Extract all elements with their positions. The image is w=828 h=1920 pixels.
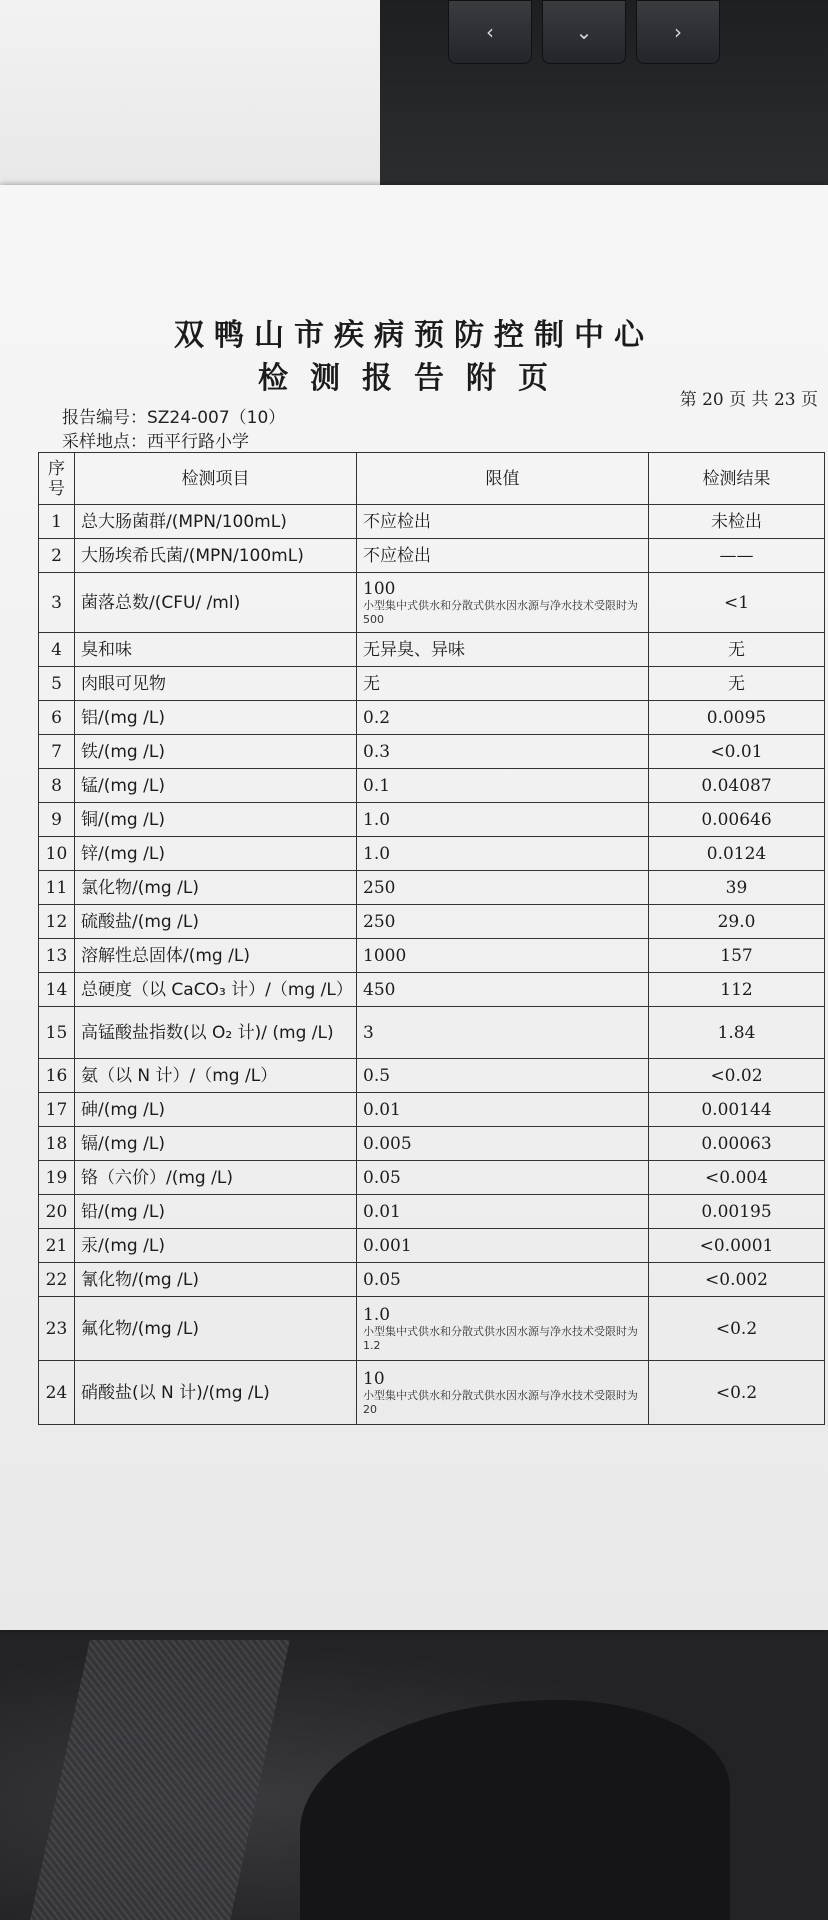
cell-item xyxy=(75,1093,357,1127)
cell-no xyxy=(39,1297,75,1361)
cell-limit-text: 0.2 xyxy=(363,707,391,728)
table-row xyxy=(39,1195,825,1229)
cell-limit xyxy=(357,573,649,633)
table-row xyxy=(39,633,825,667)
cell-limit xyxy=(357,1007,649,1059)
cell-no xyxy=(39,735,75,769)
cell-result-text: <0.2 xyxy=(715,1382,758,1403)
cell-item xyxy=(75,573,357,633)
cell-no xyxy=(39,633,75,667)
cell-limit xyxy=(357,505,649,539)
cell-limit-text: 250 xyxy=(363,877,396,898)
cell-limit-text: 3 xyxy=(363,1022,374,1043)
cell-result xyxy=(649,973,825,1007)
cell-result-text: 0.0095 xyxy=(706,707,767,728)
cell-limit xyxy=(357,701,649,735)
cell-result-text: <0.2 xyxy=(715,1318,758,1339)
cell-result xyxy=(649,735,825,769)
table-row xyxy=(39,973,825,1007)
table-row xyxy=(39,1093,825,1127)
cell-limit-note: 小型集中式供水和分散式供水因水源与净水技术受限时为1.2 xyxy=(363,1324,638,1352)
report-sheet xyxy=(0,185,828,1630)
cell-item xyxy=(75,1361,357,1425)
cell-result xyxy=(649,505,825,539)
cell-result xyxy=(649,1195,825,1229)
cell-limit xyxy=(357,1195,649,1229)
cell-no xyxy=(39,905,75,939)
cell-no-text: 20 xyxy=(45,1201,68,1222)
cell-item-text: 铅/(mg /L) xyxy=(81,1201,165,1222)
cell-item-text: 铜/(mg /L) xyxy=(81,809,165,830)
cell-item xyxy=(75,905,357,939)
table-row xyxy=(39,905,825,939)
cell-result xyxy=(649,1093,825,1127)
cell-limit-text: 10 xyxy=(363,1368,385,1389)
cell-item-text: 锰/(mg /L) xyxy=(81,775,165,796)
cell-no-text: 22 xyxy=(45,1269,68,1290)
cell-result xyxy=(649,1263,825,1297)
cell-item-text: 铁/(mg /L) xyxy=(81,741,165,762)
cell-result xyxy=(649,1127,825,1161)
cell-limit-text: 0.1 xyxy=(363,775,391,796)
cell-item xyxy=(75,769,357,803)
cell-result-text: <0.01 xyxy=(710,741,763,762)
cell-result-text: <0.0001 xyxy=(699,1235,774,1256)
cell-result-text: —— xyxy=(719,545,754,566)
cell-item xyxy=(75,667,357,701)
cell-item xyxy=(75,735,357,769)
cell-result-text: 157 xyxy=(720,945,753,966)
cell-no-text: 17 xyxy=(45,1099,68,1120)
cell-item xyxy=(75,803,357,837)
cell-item-text: 大肠埃希氏菌/(MPN/100mL) xyxy=(81,545,304,566)
sampling-location: 采样地点：西平行路小学 xyxy=(62,432,249,452)
cell-no-text: 24 xyxy=(45,1382,68,1403)
report-title: 检测报告附页 xyxy=(258,361,570,396)
cell-item-text: 铬（六价）/(mg /L) xyxy=(81,1167,233,1188)
cell-item-text: 硝酸盐(以 N 计)/(mg /L) xyxy=(81,1382,270,1403)
cell-no xyxy=(39,769,75,803)
cell-limit xyxy=(357,1229,649,1263)
cell-no xyxy=(39,1361,75,1425)
table-row xyxy=(39,667,825,701)
table-row xyxy=(39,871,825,905)
cell-result xyxy=(649,1007,825,1059)
cell-limit-text: 0.05 xyxy=(363,1269,401,1290)
table-row xyxy=(39,1059,825,1093)
cell-result-text: 0.00063 xyxy=(701,1133,772,1154)
cell-no-text: 2 xyxy=(51,545,62,566)
cell-no xyxy=(39,1093,75,1127)
cell-item-text: 锌/(mg /L) xyxy=(81,843,165,864)
cell-item xyxy=(75,939,357,973)
cell-limit xyxy=(357,1361,649,1425)
cell-result xyxy=(649,667,825,701)
cell-no-text: 18 xyxy=(45,1133,68,1154)
table-row xyxy=(39,939,825,973)
cell-no-text: 14 xyxy=(45,979,68,1000)
cell-item-text: 铝/(mg /L) xyxy=(81,707,165,728)
cell-result-text: 0.00144 xyxy=(701,1099,772,1120)
results-table xyxy=(38,452,825,1425)
table-row xyxy=(39,1229,825,1263)
cell-item-text: 硫酸盐/(mg /L) xyxy=(81,911,199,932)
cell-limit-text: 1000 xyxy=(363,945,407,966)
cell-no xyxy=(39,573,75,633)
cell-no-text: 3 xyxy=(51,592,62,613)
cell-no xyxy=(39,871,75,905)
table-row xyxy=(39,735,825,769)
cell-result-text: 未检出 xyxy=(711,511,762,532)
table-row xyxy=(39,803,825,837)
cell-no xyxy=(39,1195,75,1229)
cell-limit-text: 1.0 xyxy=(363,1304,391,1325)
cell-no-text: 1 xyxy=(51,511,62,532)
cell-no-text: 8 xyxy=(51,775,62,796)
cell-no xyxy=(39,973,75,1007)
cell-no-text: 7 xyxy=(51,741,62,762)
cell-limit xyxy=(357,735,649,769)
cell-limit-note: 小型集中式供水和分散式供水因水源与净水技术受限时为500 xyxy=(363,598,638,626)
cell-result-text: 29.0 xyxy=(717,911,756,932)
cell-no xyxy=(39,837,75,871)
cell-limit xyxy=(357,1263,649,1297)
cell-no xyxy=(39,1127,75,1161)
cell-limit xyxy=(357,973,649,1007)
cell-item-text: 氟化物/(mg /L) xyxy=(81,1318,199,1339)
cell-item-text: 臭和味 xyxy=(81,639,132,660)
cell-no-text: 4 xyxy=(51,639,62,660)
cell-limit xyxy=(357,837,649,871)
cell-item-text: 砷/(mg /L) xyxy=(81,1099,165,1120)
table-row xyxy=(39,1361,825,1425)
cell-limit-text: 不应检出 xyxy=(363,545,431,566)
cell-result-text: 1.84 xyxy=(717,1022,756,1043)
header-limit: 限值 xyxy=(357,453,649,505)
chevron-left-icon: ‹ xyxy=(486,20,494,44)
cell-item xyxy=(75,505,357,539)
cell-result-text: 39 xyxy=(725,877,748,898)
cell-result-text: <0.02 xyxy=(710,1065,763,1086)
cell-result xyxy=(649,871,825,905)
table-row xyxy=(39,1297,825,1361)
cell-limit-text: 450 xyxy=(363,979,396,1000)
chevron-down-icon: ⌄ xyxy=(575,20,593,44)
cell-no-text: 15 xyxy=(45,1022,68,1043)
cell-limit xyxy=(357,667,649,701)
cell-limit xyxy=(357,1297,649,1361)
cell-item-text: 肉眼可见物 xyxy=(81,673,166,694)
cell-limit-text: 0.001 xyxy=(363,1235,412,1256)
key-left-arrow xyxy=(448,0,532,64)
cell-result xyxy=(649,803,825,837)
cell-no-text: 21 xyxy=(45,1235,68,1256)
cell-no-text: 10 xyxy=(45,843,68,864)
cell-item-text: 菌落总数/(CFU/ /ml) xyxy=(81,592,241,613)
cell-result-text: <0.004 xyxy=(705,1167,768,1188)
cell-no xyxy=(39,939,75,973)
cell-limit xyxy=(357,1093,649,1127)
cell-result xyxy=(649,633,825,667)
cell-item xyxy=(75,1127,357,1161)
cell-no xyxy=(39,1161,75,1195)
cell-no-text: 16 xyxy=(45,1065,68,1086)
cell-no xyxy=(39,803,75,837)
cell-item-text: 氨（以 N 计）/（mg /L） xyxy=(81,1065,278,1086)
cell-result xyxy=(649,573,825,633)
table-header-row xyxy=(39,453,825,505)
cell-item xyxy=(75,1161,357,1195)
cell-result-text: 0.0124 xyxy=(706,843,767,864)
cell-limit-text: 无异臭、异味 xyxy=(363,639,465,660)
cell-result-text: 无 xyxy=(728,673,745,694)
cell-item-text: 氰化物/(mg /L) xyxy=(81,1269,199,1290)
cell-item xyxy=(75,1059,357,1093)
cell-result xyxy=(649,1161,825,1195)
cell-result-text: <1 xyxy=(723,592,750,613)
table-row xyxy=(39,1007,825,1059)
cell-no xyxy=(39,539,75,573)
cell-result xyxy=(649,701,825,735)
cell-result xyxy=(649,1229,825,1263)
chevron-right-icon: › xyxy=(674,20,682,44)
cell-item-text: 镉/(mg /L) xyxy=(81,1133,165,1154)
cell-no-text: 11 xyxy=(45,877,68,898)
cell-limit xyxy=(357,803,649,837)
cell-limit-text: 不应检出 xyxy=(363,511,431,532)
cell-item xyxy=(75,633,357,667)
cell-item xyxy=(75,1007,357,1059)
cell-no xyxy=(39,667,75,701)
table-row xyxy=(39,701,825,735)
cell-limit-text: 100 xyxy=(363,578,396,599)
cell-result xyxy=(649,1297,825,1361)
key-down-arrow xyxy=(542,0,626,64)
cell-result-text: <0.002 xyxy=(705,1269,768,1290)
cell-limit-text: 0.01 xyxy=(363,1201,401,1222)
table-body xyxy=(39,505,825,1425)
keyboard xyxy=(380,0,828,200)
cell-item-text: 汞/(mg /L) xyxy=(81,1235,165,1256)
cell-limit xyxy=(357,1127,649,1161)
cell-item xyxy=(75,1195,357,1229)
table-row xyxy=(39,837,825,871)
cell-item-text: 氯化物/(mg /L) xyxy=(81,877,199,898)
cell-limit-text: 0.05 xyxy=(363,1167,401,1188)
cell-no-text: 23 xyxy=(45,1318,68,1339)
cell-no-text: 5 xyxy=(51,673,62,694)
page-number: 第 20 页 共 23 页 xyxy=(679,390,818,410)
cell-limit xyxy=(357,905,649,939)
cell-limit-text: 0.5 xyxy=(363,1065,391,1086)
cell-result xyxy=(649,769,825,803)
cell-item xyxy=(75,973,357,1007)
cell-no-text: 9 xyxy=(51,809,62,830)
cell-limit xyxy=(357,1059,649,1093)
cell-result xyxy=(649,905,825,939)
cell-result-text: 112 xyxy=(720,979,753,1000)
table-row xyxy=(39,539,825,573)
cell-limit xyxy=(357,871,649,905)
cell-no-text: 6 xyxy=(51,707,62,728)
cell-no-text: 13 xyxy=(45,945,68,966)
cell-item xyxy=(75,701,357,735)
cell-result xyxy=(649,939,825,973)
cell-limit-text: 0.005 xyxy=(363,1133,412,1154)
background-paper xyxy=(0,0,395,210)
cell-limit-text: 1.0 xyxy=(363,809,391,830)
table-row xyxy=(39,1263,825,1297)
cell-limit-text: 0.3 xyxy=(363,741,391,762)
table-row xyxy=(39,769,825,803)
cell-result-text: 0.00646 xyxy=(701,809,772,830)
cell-result xyxy=(649,1059,825,1093)
cell-item xyxy=(75,539,357,573)
table-row xyxy=(39,573,825,633)
cell-limit-text: 0.01 xyxy=(363,1099,401,1120)
cell-item xyxy=(75,1229,357,1263)
cell-limit-text: 250 xyxy=(363,911,396,932)
cell-no xyxy=(39,1007,75,1059)
cell-item-text: 溶解性总固体/(mg /L) xyxy=(81,945,250,966)
cell-item-text: 总大肠菌群/(MPN/100mL) xyxy=(81,511,287,532)
cell-no-text: 12 xyxy=(45,911,68,932)
cell-limit xyxy=(357,939,649,973)
cell-no-text: 19 xyxy=(45,1167,68,1188)
cell-result-text: 0.00195 xyxy=(701,1201,772,1222)
table-row xyxy=(39,1127,825,1161)
cell-no xyxy=(39,701,75,735)
cell-result xyxy=(649,837,825,871)
cell-no xyxy=(39,505,75,539)
header-result: 检测结果 xyxy=(649,453,825,505)
table-row xyxy=(39,1161,825,1195)
cell-item xyxy=(75,837,357,871)
cell-limit-text: 无 xyxy=(363,673,380,694)
cell-limit-text: 1.0 xyxy=(363,843,391,864)
report-number: 报告编号：SZ24-007（10） xyxy=(62,408,286,428)
cell-result xyxy=(649,539,825,573)
cell-limit xyxy=(357,539,649,573)
cell-result xyxy=(649,1361,825,1425)
cell-item xyxy=(75,1297,357,1361)
cell-item xyxy=(75,871,357,905)
header-item: 检测项目 xyxy=(75,453,357,505)
cell-limit-note: 小型集中式供水和分散式供水因水源与净水技术受限时为20 xyxy=(363,1388,638,1416)
table-row xyxy=(39,505,825,539)
cell-no xyxy=(39,1263,75,1297)
cell-result-text: 无 xyxy=(728,639,745,660)
cell-no xyxy=(39,1229,75,1263)
key-right-arrow xyxy=(636,0,720,64)
cell-result-text: 0.04087 xyxy=(701,775,772,796)
cell-item-text: 总硬度（以 CaCO₃ 计）/（mg /L） xyxy=(81,979,353,1000)
cell-item-text: 高锰酸盐指数(以 O₂ 计)/ (mg /L) xyxy=(81,1022,334,1043)
cell-limit xyxy=(357,1161,649,1195)
cell-limit xyxy=(357,769,649,803)
report-org-title: 双鸭山市疾病预防控制中心 xyxy=(174,318,654,353)
cell-no xyxy=(39,1059,75,1093)
cell-item xyxy=(75,1263,357,1297)
header-no: 序号 xyxy=(39,453,75,505)
cell-limit xyxy=(357,633,649,667)
